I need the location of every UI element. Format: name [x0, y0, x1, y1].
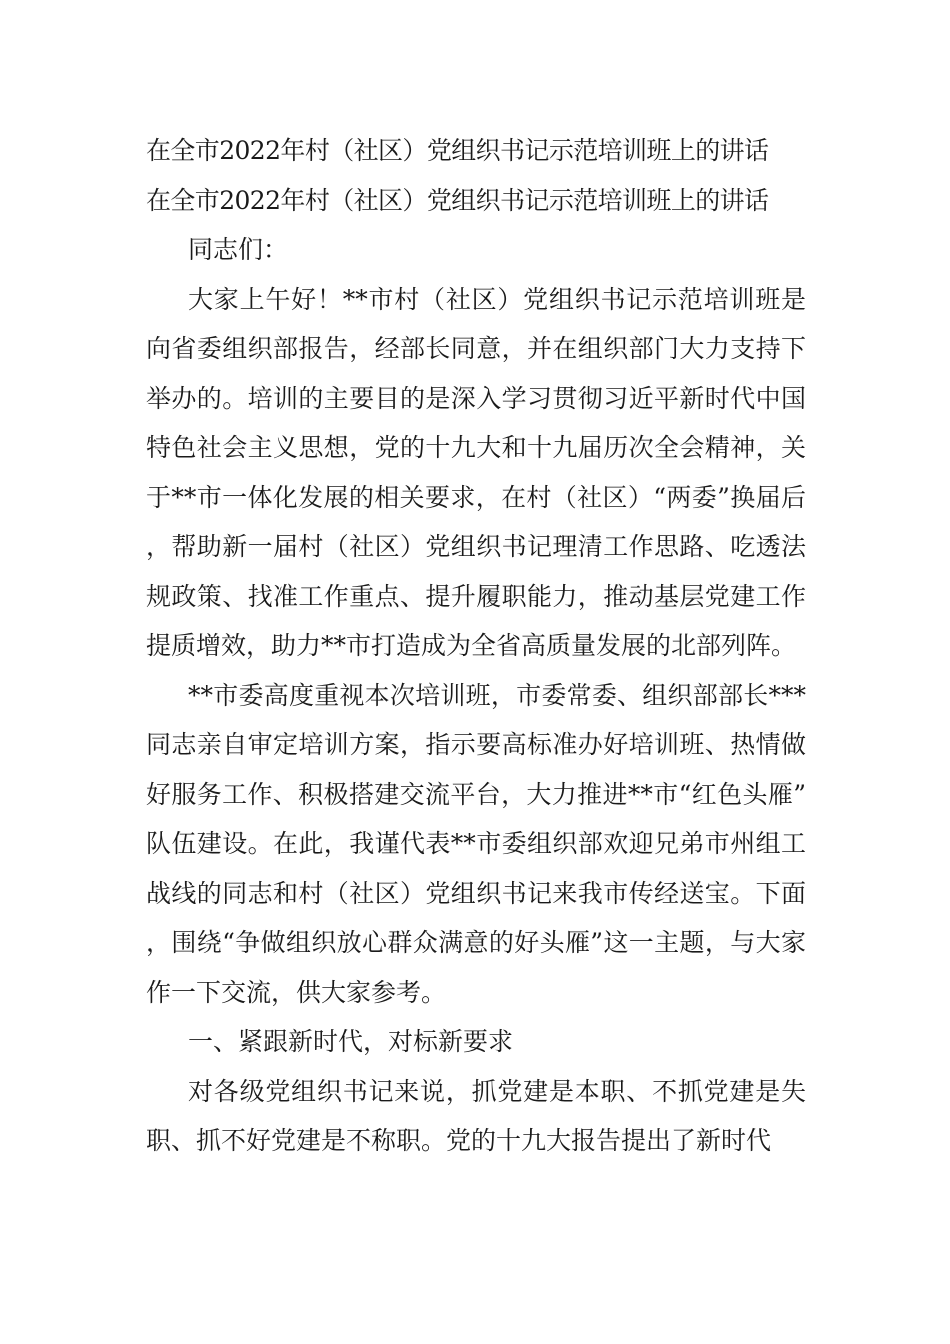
section-paragraph: 对各级党组织书记来说，抓党建是本职、不抓党建是失职、抓不好党建是不称职。党的十九大报告提出了新时代: [146, 1076, 806, 1155]
greeting: 同志们：: [188, 235, 289, 264]
document-title-repeat: 在全市2022年村（社区）党组织书记示范培训班上的讲话: [146, 185, 769, 215]
document-title: 在全市2022年村（社区）党组织书记示范培训班上的讲话: [146, 136, 769, 165]
paragraph-1: 大家上午好！**市村（社区）党组织书记示范培训班是向省委组织部报告，经部长同意，并在组织部门大力支持下举办的。培训的主要目的是深入学习贯彻习近平新时代中国特色社会主义思想，党的十九大和十九届历次全会精神，关于**市一体化发展的相关要求，在村（社区）“两委”换届后，帮助新一届村（社区）党组织书记理清工作思路、吃透法规政策、找准工作重点、提升履职能力，推动基层党建工作提质增效，助力**市打造成为全省高质量发展的北部列阵。: [146, 284, 806, 660]
section-heading: 一、紧跟新时代，对标新要求: [188, 1027, 514, 1056]
paragraph-2: **市委高度重视本次培训班，市委常委、组织部部长***同志亲自审定培训方案，指示要高标准办好培训班、热情做好服务工作、积极搭建交流平台，大力推进**市“红色头雁”队伍建设。在此，我谨代表**市委组织部欢迎兄弟市州组工战线的同志和村（社区）党组织书记来我市传经送宝。下面，围绕“争做组织放心群众满意的好头雁”这一主题，与大家作一下交流，供大家参考。: [146, 680, 806, 1007]
document-body: [146, 126, 806, 1166]
